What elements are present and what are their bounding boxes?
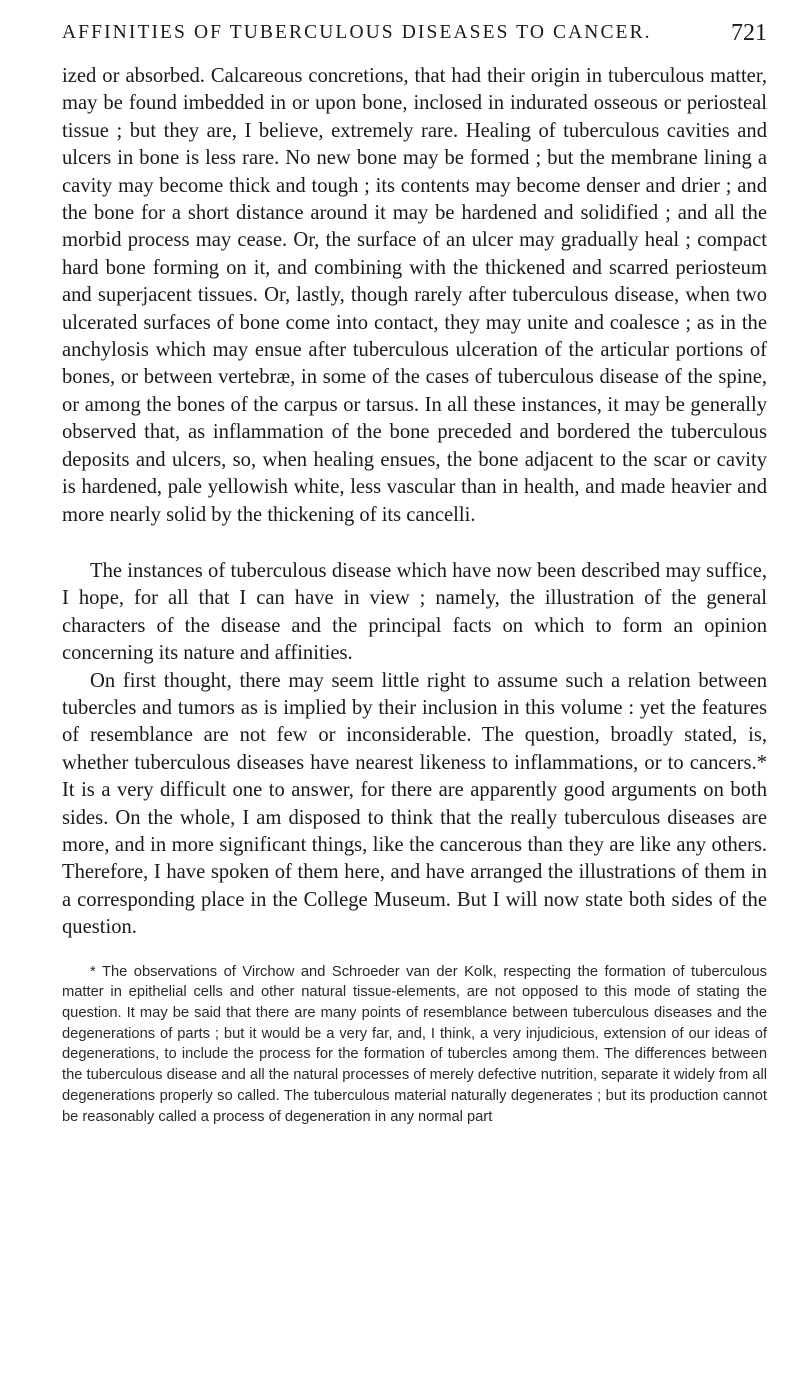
running-head [62, 20, 767, 50]
footnote: * The observations of Virchow and Schroeder van der Kolk, respecting the formation of tuberculous matter in epithelial cells and other natural tissue-elements, are not opposed to this mode of stating the question. It may be said that there are many points of resemblance between tuberculous diseases and the degenerations of parts ; but it would be a very far, and, I think, a very injudicious, extension of our ideas of degenerations, to include the process for the formation of tubercles among them. The differences between the tuberculous disease and all the natural processes of merely defective nutrition, separate it widely from all degenerations properly so called. The tuberculous material naturally degenerates ; but its production cannot be reasonably called a process of degeneration in any normal part [62, 963, 767, 1125]
paragraph-continued: ized or absorbed. Calcareous concretions, that had their origin in tuberculous matter, may be found imbedded in or upon bone, inclosed in indurated osseous or periosteal tissue ; but they are, I believe, extremely rare. Healing of tuberculous cavities and ulcers in bone is less rare. No new bone may be formed ; but the membrane lining a cavity may become thick and tough ; its contents may become denser and drier ; and the bone for a short distance around it may be hardened and solidified ; and all the morbid process may cease. Or, the surface of an ulcer may gradually heal ; compact hard bone forming on it, and combining with the thickened and scarred periosteum and superjacent tissues. Or, lastly, though rarely after tuberculous disease, when two ulcerated surfaces of bone come into contact, they may unite and coalesce ; as in the anchylosis which may ensue after tuberculous ulceration of the articular portions of bones, or between vertebræ, in some of the cases of tuberculous disease of the spine, or among the bones of the carpus or tarsus. In all these instances, it may be generally observed that, as inflammation of the bone preceded and bordered the tuberculous deposits and ulcers, so, when healing ensues, the bone adjacent to the scar or cavity is hardened, pale yellowish white, less vascular than in health, and made heavier and more nearly solid by the thickening of its cancelli. [62, 65, 767, 526]
paragraph: The instances of tuberculous disease which have now been described may suffice, I hope, for all that I can have in view ; namely, the illustration of the general characters of the disease and the principal facts on which to form an opinion concerning its nature and affinities. [62, 559, 767, 665]
running-title: AFFINITIES OF TUBERCULOUS DISEASES TO CANCER. [62, 22, 652, 43]
section-gap [62, 529, 767, 558]
page-number: 721 [731, 20, 767, 46]
body-text [62, 63, 767, 1127]
paragraph: On first thought, there may seem little right to assume such a relation between tubercles and tumors as is implied by their inclusion in this volume : yet the features of resemblance are not few or inconsiderable. The question, broadly stated, is, whether tuberculous diseases have nearest likeness to inflammations, or to cancers.* It is a very difficult one to answer, for there are apparently good arguments on both sides. On the whole, I am disposed to think that the really tuberculous diseases are more, and in more significant things, like the cancerous than they are like any others. Therefore, I have spoken of them here, and have arranged the illustrations of them in a corresponding place in the College Museum. But I will now state both sides of the question. [62, 669, 767, 939]
